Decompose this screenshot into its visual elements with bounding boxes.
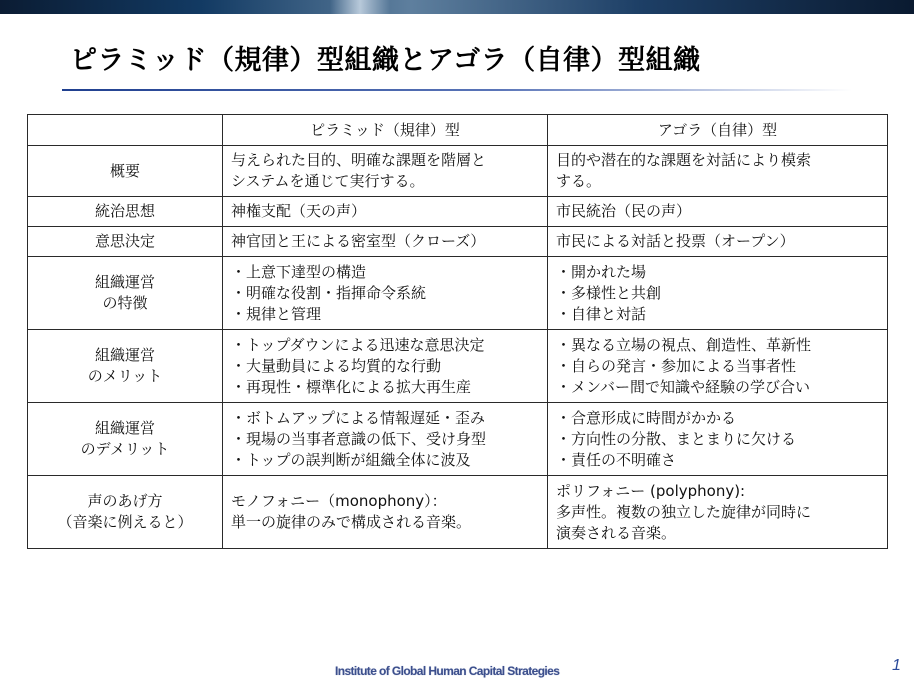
cell-line: 与えられた目的、明確な課題を階層と xyxy=(231,151,487,169)
cell-line: 演奏される音楽。 xyxy=(556,523,677,542)
banner-glint xyxy=(330,0,390,14)
row-label-demerits xyxy=(28,403,223,476)
page-number: 1 xyxy=(892,657,901,674)
footer-logo: Institute of Global Human Capital Strategies xyxy=(335,664,560,678)
table-row xyxy=(28,146,888,197)
row-label-line: 組織運営 xyxy=(94,273,155,291)
table-row xyxy=(28,197,888,227)
bullet-line: ・合意形成に時間がかかる xyxy=(556,408,737,427)
pyramid-cell-governance xyxy=(223,197,548,227)
table-row xyxy=(28,330,888,403)
bullet-line: ・上意下達型の構造 xyxy=(231,262,367,281)
row-label-merits xyxy=(28,330,223,403)
header-corner-cell xyxy=(28,115,223,146)
cell-line: する。 xyxy=(556,172,602,190)
cell-line: 神権支配（天の声） xyxy=(231,202,367,220)
row-label-voice xyxy=(28,476,223,549)
agora-cell-decision xyxy=(548,227,888,257)
bullet-line: ・明確な役割・指揮命令系統 xyxy=(231,283,427,302)
bullet-line: ・メンバー間で知識や経験の学び合い xyxy=(556,377,810,396)
cell-line: 多声性。複数の独立した旋律が同時に xyxy=(556,502,812,521)
top-banner xyxy=(0,0,914,14)
cell-line: システムを通じて実行する。 xyxy=(231,172,425,190)
pyramid-cell-features xyxy=(223,257,548,330)
row-label-governance xyxy=(28,197,223,227)
row-label-decision xyxy=(28,227,223,257)
agora-cell-governance xyxy=(548,197,888,227)
row-label-line: 声のあげ方 xyxy=(87,492,163,510)
cell-line: 市民による対話と投票（オープン） xyxy=(556,232,795,250)
row-label-line: の特徴 xyxy=(102,294,148,312)
slide-title: ピラミッド（規律）型組織とアゴラ（自律）型組織 xyxy=(70,45,701,76)
bullet-line: ・トップダウンによる迅速な意思決定 xyxy=(231,335,485,354)
bullet-line: ・再現性・標準化による拡大再生産 xyxy=(231,377,472,396)
bullet-line: ・責任の不明確さ xyxy=(556,450,677,469)
bullet-line: ・開かれた場 xyxy=(556,262,647,281)
row-label-line: 組織運営 xyxy=(94,419,155,437)
row-label-features xyxy=(28,257,223,330)
pyramid-cell-demerits xyxy=(223,403,548,476)
table-header-row xyxy=(28,115,888,146)
agora-cell-features xyxy=(548,257,888,330)
table-row xyxy=(28,476,888,549)
pyramid-cell-decision xyxy=(223,227,548,257)
row-label-line: 組織運営 xyxy=(94,346,155,364)
row-label-line: 概要 xyxy=(109,161,140,180)
agora-cell-demerits xyxy=(548,403,888,476)
agora-cell-overview xyxy=(548,146,888,197)
row-label-line: （音楽に例えると） xyxy=(57,513,193,531)
cell-line: 目的や潜在的な課題を対話により模索 xyxy=(556,151,812,169)
bullet-line: ・方向性の分散、まとまりに欠ける xyxy=(556,429,797,448)
bullet-line: ・大量動員による均質的な行動 xyxy=(231,356,442,375)
bullet-line: ・トップの誤判断が組織全体に波及 xyxy=(231,450,471,469)
agora-cell-merits xyxy=(548,330,888,403)
comparison-table xyxy=(27,114,888,549)
table-row xyxy=(28,403,888,476)
cell-line: 単一の旋律のみで構成される音楽。 xyxy=(231,513,472,531)
bullet-line: ・自律と対話 xyxy=(556,304,647,323)
title-underline xyxy=(62,89,852,91)
cell-line: モノフォニー（monophony）： xyxy=(231,492,447,510)
bullet-line: ・ボトムアップによる情報遅延・歪み xyxy=(231,408,485,427)
table-row xyxy=(28,257,888,330)
pyramid-cell-merits xyxy=(223,330,548,403)
bullet-line: ・自らの発言・参加による当事者性 xyxy=(556,356,797,375)
header-agora: アゴラ（自律）型 xyxy=(548,115,888,146)
row-label-line: 意思決定 xyxy=(94,232,155,250)
cell-line: 市民統治（民の声） xyxy=(556,202,692,220)
bullet-line: ・現場の当事者意識の低下、受け身型 xyxy=(231,429,487,448)
pyramid-cell-overview xyxy=(223,146,548,197)
cell-line: ポリフォニー (polyphony): xyxy=(556,481,746,500)
bullet-line: ・多様性と共創 xyxy=(556,283,662,302)
table-row xyxy=(28,227,888,257)
row-label-line: 統治思想 xyxy=(94,202,155,220)
bullet-line: ・規律と管理 xyxy=(231,304,322,323)
pyramid-cell-voice xyxy=(223,476,548,549)
cell-line: 神官団と王による密室型（クローズ） xyxy=(231,232,486,250)
row-label-line: のデメリット xyxy=(80,440,170,458)
row-label-line: のメリット xyxy=(87,367,163,385)
row-label-overview xyxy=(28,146,223,197)
bullet-line: ・異なる立場の視点、創造性、革新性 xyxy=(556,335,812,354)
header-pyramid: ピラミッド（規律）型 xyxy=(223,115,548,146)
agora-cell-voice xyxy=(548,476,888,549)
